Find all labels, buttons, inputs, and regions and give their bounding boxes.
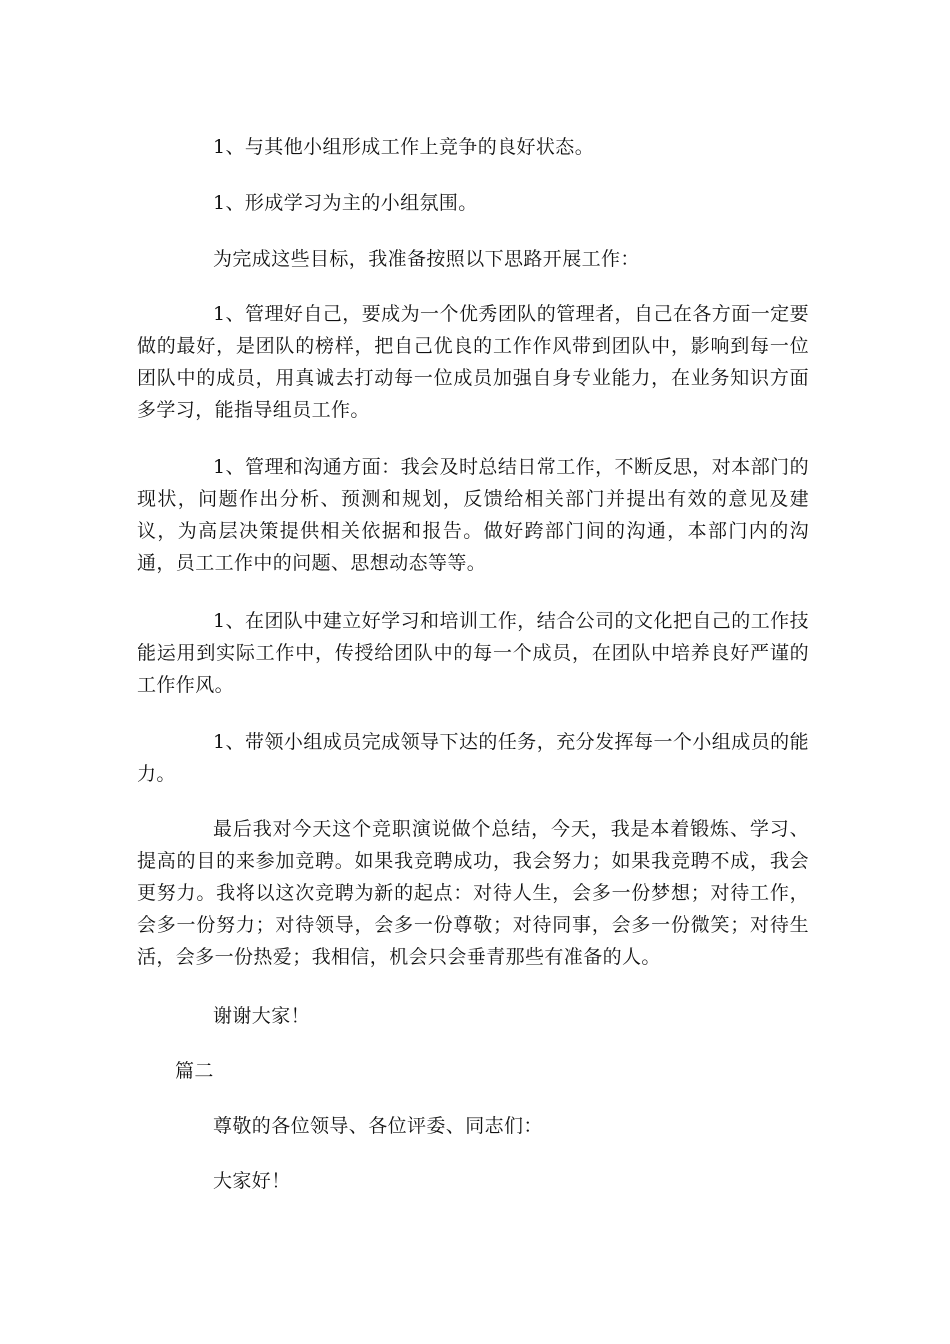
paragraph-communication: 1、管理和沟通方面：我会及时总结日常工作，不断反思，对本部门的现状，问题作出分析、预测和规划，反馈给相关部门并提出有效的意见及建议，为高层决策提供相关依据和报告。做好跨部门间的沟通，本部门内的沟通，员工工作中的问题、思想动态等等。 [137, 456, 809, 574]
section-heading: 篇二 [175, 1060, 214, 1082]
paragraph-plan-intro: 为完成这些目标，我准备按照以下思路开展工作： [213, 248, 640, 270]
paragraph-greeting: 大家好！ [213, 1170, 291, 1192]
paragraph-training: 1、在团队中建立好学习和培训工作，结合公司的文化把自己的工作技能运用到实际工作中，传授给团队中的每一个成员，在团队中培养良好严谨的工作作风。 [137, 610, 809, 696]
paragraph-manage-self: 1、管理好自己，要成为一个优秀团队的管理者，自己在各方面一定要做的最好，是团队的榜样，把自己优良的工作作风带到团队中，影响到每一位团队中的成员，用真诚去打动每一位成员加强自身专业能力，在业务知识方面多学习，能指导组员工作。 [137, 303, 809, 421]
paragraph-goal-learning: 1、形成学习为主的小组氛围。 [213, 192, 478, 214]
paragraph-salutation: 尊敬的各位领导、各位评委、同志们： [213, 1115, 543, 1137]
paragraph-lead-team: 1、带领小组成员完成领导下达的任务，充分发挥每一个小组成员的能力。 [137, 731, 809, 785]
paragraph-goal-competition: 1、与其他小组形成工作上竞争的良好状态。 [213, 136, 595, 158]
paragraph-thanks: 谢谢大家！ [213, 1005, 311, 1027]
paragraph-conclusion: 最后我对今天这个竞职演说做个总结，今天，我是本着锻炼、学习、提高的目的来参加竞聘。如果我竞聘成功，我会努力；如果我竞聘不成，我会更努力。我将以这次竞聘为新的起点：对待人生，会多一份梦想；对待工作，会多一份努力；对待领导，会多一份尊敬；对待同事，会多一份微笑；对待生活，会多一份热爱；我相信，机会只会垂青那些有准备的人。 [137, 818, 809, 968]
